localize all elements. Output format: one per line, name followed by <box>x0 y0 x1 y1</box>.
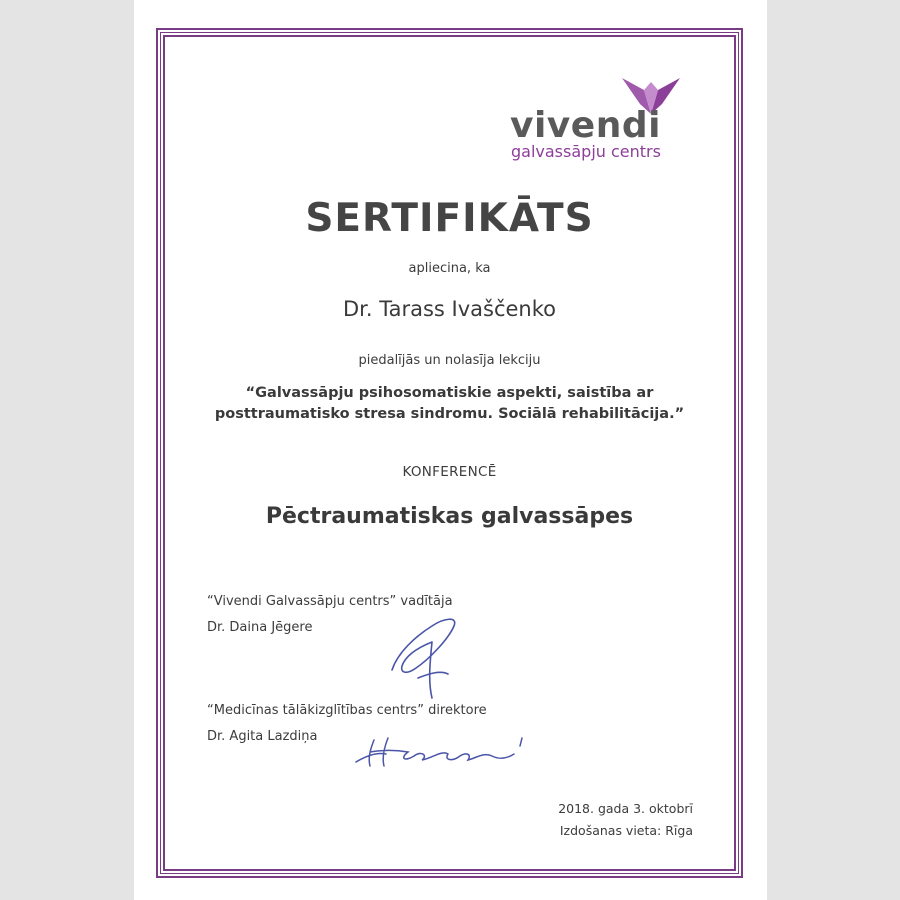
certificate-title: SERTIFIKĀTS <box>305 196 594 241</box>
signature-1-icon <box>388 612 468 702</box>
conference-name: Pēctraumatiskas galvassāpes <box>265 504 634 529</box>
participation-text: piedalījās un nolasīja lekciju <box>358 353 541 368</box>
recipient-name: Dr. Tarass Ivaščenko <box>343 297 556 321</box>
signatory-2-name: Dr. Agita Lazdiņa <box>207 729 318 744</box>
issue-place: Izdošanas vieta: Rīga <box>559 823 693 838</box>
lecture-title <box>163 383 736 425</box>
logo-subtitle: galvassāpju centrs <box>511 142 661 161</box>
issue-date: 2018. gada 3. oktobrī <box>558 801 693 816</box>
lecture-title-line-2: posttraumatisko stresa sindromu. Sociālā rehabilitācija.” <box>214 406 685 422</box>
lead-in-text: apliecina, ka <box>408 261 491 276</box>
lecture-title-line-1: “Galvassāpju psihosomatiskie aspekti, saistība ar <box>245 385 654 401</box>
signatory-1-name: Dr. Daina Jēgere <box>207 620 313 635</box>
logo-name: vivendi <box>510 105 661 146</box>
signatory-1-role: “Vivendi Galvassāpju centrs” vadītāja <box>207 594 453 609</box>
signatory-2-role: “Medicīnas tālākizglītības centrs” direktore <box>207 703 487 718</box>
signature-2-icon <box>352 732 532 772</box>
conference-label: KONFERENCĒ <box>402 464 497 480</box>
